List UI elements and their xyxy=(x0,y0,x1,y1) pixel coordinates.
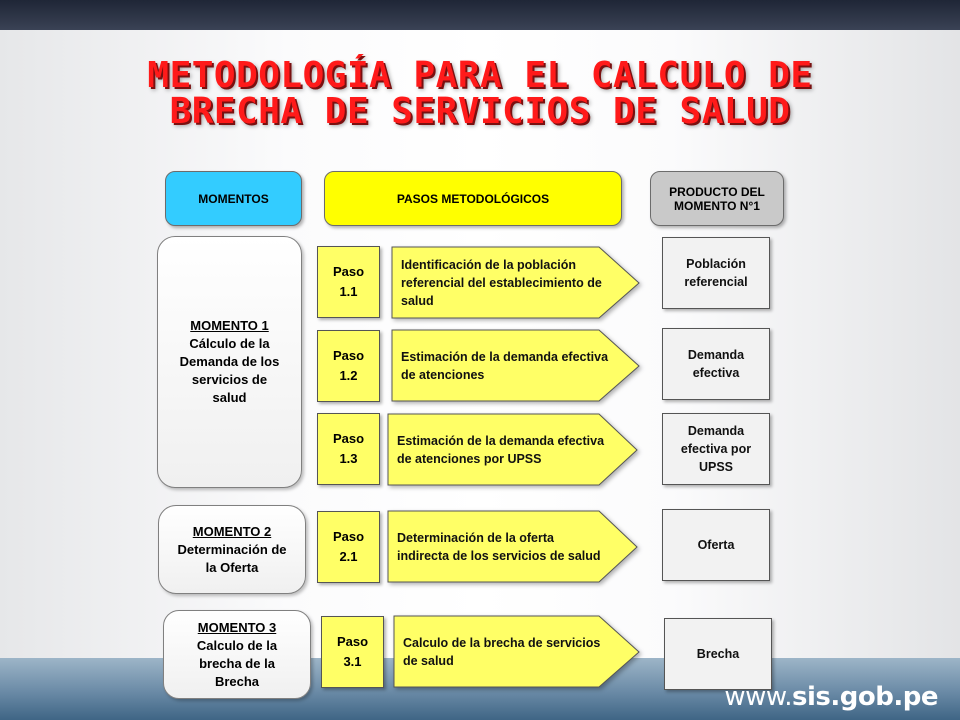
footer-url xyxy=(724,682,938,712)
producto-brecha: Brecha xyxy=(664,618,772,690)
paso-1-1-arrow xyxy=(391,246,641,319)
paso-1-3-box xyxy=(317,413,380,485)
producto-demanda: Demanda efectiva xyxy=(662,328,770,400)
momento-3-box xyxy=(163,610,311,699)
paso-1-1-box xyxy=(317,246,380,318)
paso-2-1-label: Paso 2.1 xyxy=(332,529,365,564)
momento-3-desc: Calculo de la brecha de la Brecha xyxy=(196,637,278,689)
paso-1-3-label: Paso 1.3 xyxy=(332,431,365,466)
momento-1-desc: Cálculo de la Demanda de los servicios de salud xyxy=(179,336,280,405)
paso-3-1-box xyxy=(321,616,384,688)
top-bar xyxy=(0,0,960,30)
momento-1-title: MOMENTO 1 xyxy=(190,318,269,333)
paso-1-2-arrow xyxy=(391,329,641,402)
momento-2-desc: Determinación de la Oferta xyxy=(177,541,287,575)
url-prefix: www. xyxy=(724,682,793,712)
producto-poblacion: Población referencial xyxy=(662,237,770,309)
paso-1-2-label: Paso 1.2 xyxy=(332,348,365,383)
momento-2-box xyxy=(158,505,306,594)
momento-2-title: MOMENTO 2 xyxy=(192,523,272,539)
momento-1-box xyxy=(157,236,302,488)
paso-1-3-arrow xyxy=(387,413,637,486)
paso-1-1-label: Paso 1.1 xyxy=(332,264,365,299)
title-line-1: METODOLOGÍA PARA EL CALCULO DE xyxy=(147,55,813,96)
paso-3-1-text: Calculo de la brecha de servicios de salud xyxy=(403,635,601,668)
paso-1-2-box xyxy=(317,330,380,402)
title-line-2: BRECHA DE SERVICIOS DE SALUD xyxy=(169,91,791,132)
paso-2-1-text: Determinación de la oferta indirecta de los servicios de salud xyxy=(397,530,601,563)
header-pasos: PASOS METODOLÓGICOS xyxy=(324,171,622,226)
paso-3-1-label: Paso 3.1 xyxy=(336,634,369,669)
paso-1-2-text: Estimación de la demanda efectiva de atenciones xyxy=(401,349,609,382)
header-producto: PRODUCTO DEL MOMENTO N°1 xyxy=(650,171,784,226)
paso-1-3-text: Estimación de la demanda efectiva de atenciones por UPSS xyxy=(397,433,605,466)
slide-title xyxy=(60,55,900,132)
paso-3-1-arrow xyxy=(393,615,643,688)
momento-3-title: MOMENTO 3 xyxy=(197,619,277,635)
header-momentos: MOMENTOS xyxy=(165,171,302,226)
paso-1-1-text: Identificación de la población referencial del establecimiento de salud xyxy=(401,257,602,308)
paso-2-1-arrow xyxy=(387,510,637,583)
producto-oferta: Oferta xyxy=(662,509,770,581)
producto-demanda-upss: Demanda efectiva por UPSS xyxy=(662,413,770,485)
paso-2-1-box xyxy=(317,511,380,583)
url-domain: sis.gob.pe xyxy=(792,682,938,712)
